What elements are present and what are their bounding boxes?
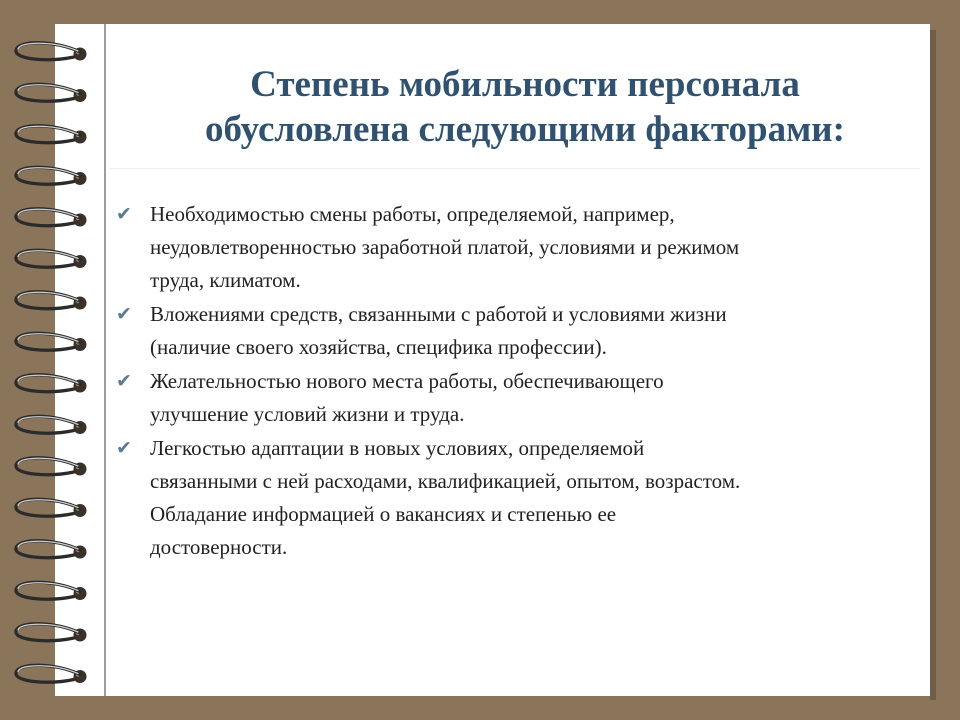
- list-item-line: неудовлетворенностью заработной платой, условиями и режимом: [150, 235, 740, 259]
- list-item-line: (наличие своего хозяйства, специфика профессии).: [150, 335, 607, 359]
- spiral-ring-icon: [16, 167, 87, 185]
- list-item: [116, 432, 916, 564]
- list-item-line: Желательностью нового места работы, обеспечивающего: [150, 369, 664, 393]
- title-line-2: обусловлена следующими факторами:: [205, 109, 845, 150]
- checkmark-icon: ✔: [116, 203, 132, 225]
- spiral-ring-icon: [16, 333, 87, 351]
- spiral-ring-icon: [16, 375, 87, 393]
- spiral-binding: [0, 0, 110, 720]
- list-item: [116, 198, 916, 297]
- list-item-line: Необходимостью смены работы, определяемой, например,: [150, 202, 675, 226]
- checkmark-icon: ✔: [116, 370, 132, 392]
- spiral-ring-icon: [16, 292, 87, 310]
- list-item-line: Обладание информацией о вакансиях и степенью ее: [150, 502, 617, 526]
- list-item: [116, 298, 916, 364]
- list-item: [116, 365, 916, 431]
- slide-title: [130, 62, 920, 152]
- spiral-ring-icon: [16, 416, 87, 434]
- spiral-ring-icon: [16, 458, 87, 476]
- spiral-ring-icon: [16, 499, 87, 517]
- spiral-ring-icon: [16, 541, 87, 559]
- checkmark-icon: ✔: [116, 437, 132, 459]
- list-item-line: труда, климатом.: [150, 268, 301, 292]
- page-shadow: [930, 30, 936, 700]
- spiral-ring-icon: [16, 126, 87, 144]
- checkmark-icon: ✔: [116, 303, 132, 325]
- spiral-ring-icon: [16, 43, 87, 61]
- spiral-ring-icon: [16, 209, 87, 227]
- spiral-ring-icon: [16, 665, 87, 683]
- factor-list: [116, 198, 916, 565]
- list-item-line: достоверности.: [150, 535, 288, 559]
- list-item-line: связанными с ней расходами, квалификацией, опытом, возрастом.: [150, 469, 741, 493]
- list-item-line: улучшение условий жизни и труда.: [150, 402, 465, 426]
- list-item-line: Легкостью адаптации в новых условиях, определяемой: [150, 436, 645, 460]
- spiral-ring-icon: [16, 250, 87, 268]
- spiral-ring-icon: [16, 624, 87, 642]
- spiral-ring-icon: [16, 582, 87, 600]
- spiral-ring-icon: [16, 84, 87, 102]
- list-item-line: Вложениями средств, связанными с работой и условиями жизни: [150, 302, 727, 326]
- title-line-1: Степень мобильности персонала: [250, 64, 800, 105]
- title-divider: [110, 168, 920, 169]
